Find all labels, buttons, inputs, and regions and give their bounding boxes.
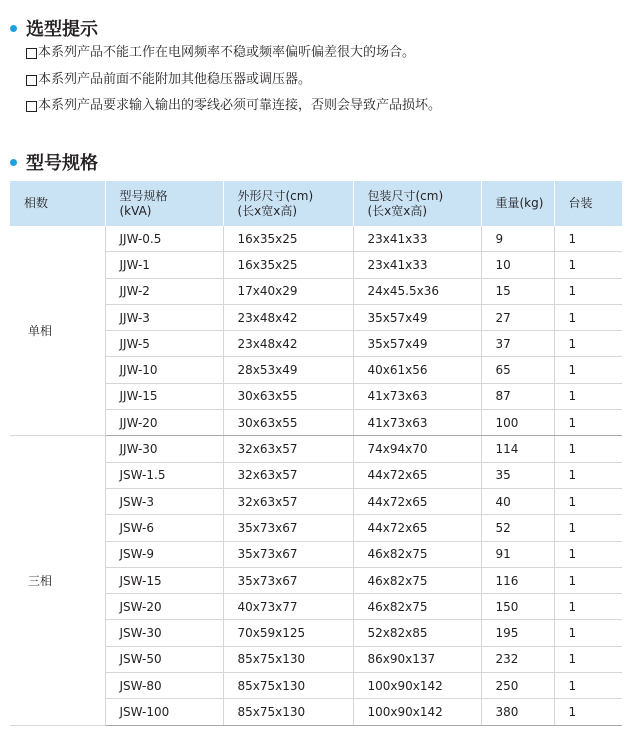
weight-cell: 35: [481, 462, 554, 488]
qty-cell: 1: [554, 515, 622, 541]
qty-cell: 1: [554, 673, 622, 699]
model-cell: JSW-30: [105, 620, 223, 646]
weight-cell: 195: [481, 620, 554, 646]
model-cell: JJW-2: [105, 278, 223, 304]
qty-cell: 1: [554, 567, 622, 593]
qty-cell: 1: [554, 278, 622, 304]
bullet-dot-icon: [10, 25, 17, 32]
weight-cell: 87: [481, 383, 554, 409]
model-cell: JJW-5: [105, 331, 223, 357]
qty-cell: 1: [554, 357, 622, 383]
pack-cell: 41x73x63: [353, 410, 481, 436]
size-cell: 32x63x57: [223, 488, 353, 514]
size-cell: 70x59x125: [223, 620, 353, 646]
model-cell: JSW-3: [105, 488, 223, 514]
header-pack: 包装尺寸(cm) (长x宽x高): [353, 181, 481, 226]
table-row: [10, 436, 622, 462]
size-cell: 17x40x29: [223, 278, 353, 304]
phase-cell: 单相: [10, 226, 105, 436]
weight-cell: 150: [481, 594, 554, 620]
qty-cell: 1: [554, 304, 622, 330]
size-cell: 16x35x25: [223, 252, 353, 278]
weight-cell: 9: [481, 226, 554, 252]
header-phase: 相数: [10, 181, 105, 226]
header-weight: 重量(kg): [481, 181, 554, 226]
header-qty: 台装: [554, 181, 622, 226]
size-cell: 16x35x25: [223, 226, 353, 252]
weight-cell: 10: [481, 252, 554, 278]
tip-item: [26, 98, 441, 114]
pack-cell: 44x72x65: [353, 462, 481, 488]
weight-cell: 37: [481, 331, 554, 357]
size-cell: 85x75x130: [223, 673, 353, 699]
tip-text: 本系列产品前面不能附加其他稳压器或调压器。: [38, 72, 312, 87]
model-cell: JSW-6: [105, 515, 223, 541]
pack-cell: 86x90x137: [353, 646, 481, 672]
model-cell: JJW-15: [105, 383, 223, 409]
weight-cell: 250: [481, 673, 554, 699]
specs-section-title: [10, 149, 98, 175]
model-cell: JSW-100: [105, 699, 223, 725]
pack-cell: 44x72x65: [353, 515, 481, 541]
qty-cell: 1: [554, 383, 622, 409]
header-size: 外形尺寸(cm) (长x宽x高): [223, 181, 353, 226]
pack-cell: 74x94x70: [353, 436, 481, 462]
size-cell: 30x63x55: [223, 410, 353, 436]
qty-cell: 1: [554, 252, 622, 278]
qty-cell: 1: [554, 436, 622, 462]
model-cell: JJW-3: [105, 304, 223, 330]
size-cell: 85x75x130: [223, 699, 353, 725]
qty-cell: 1: [554, 699, 622, 725]
model-cell: JJW-20: [105, 410, 223, 436]
specs-title-text: 型号规格: [26, 153, 98, 174]
pack-cell: 44x72x65: [353, 488, 481, 514]
table-body: [10, 226, 622, 725]
weight-cell: 116: [481, 567, 554, 593]
tip-item: [26, 72, 311, 88]
weight-cell: 40: [481, 488, 554, 514]
tip-item: [26, 45, 415, 61]
weight-cell: 65: [481, 357, 554, 383]
tips-section-title: [10, 15, 98, 41]
weight-cell: 100: [481, 410, 554, 436]
pack-cell: 46x82x75: [353, 567, 481, 593]
phase-cell: 三相: [10, 436, 105, 725]
pack-cell: 24x45.5x36: [353, 278, 481, 304]
checkbox-icon: [26, 101, 37, 112]
spec-table: [10, 181, 622, 726]
bullet-dot-icon: [10, 159, 17, 166]
tip-text: 本系列产品要求输入输出的零线必须可靠连接，否则会导致产品损坏。: [38, 98, 442, 113]
weight-cell: 52: [481, 515, 554, 541]
pack-cell: 35x57x49: [353, 304, 481, 330]
model-cell: JSW-50: [105, 646, 223, 672]
pack-cell: 100x90x142: [353, 673, 481, 699]
pack-cell: 46x82x75: [353, 541, 481, 567]
model-cell: JSW-80: [105, 673, 223, 699]
table-row: [10, 226, 622, 252]
weight-cell: 114: [481, 436, 554, 462]
pack-cell: 100x90x142: [353, 699, 481, 725]
model-cell: JSW-20: [105, 594, 223, 620]
qty-cell: 1: [554, 620, 622, 646]
model-cell: JSW-1.5: [105, 462, 223, 488]
pack-cell: 41x73x63: [353, 383, 481, 409]
pack-cell: 40x61x56: [353, 357, 481, 383]
model-cell: JJW-1: [105, 252, 223, 278]
qty-cell: 1: [554, 594, 622, 620]
model-cell: JSW-9: [105, 541, 223, 567]
size-cell: 32x63x57: [223, 462, 353, 488]
model-cell: JJW-0.5: [105, 226, 223, 252]
checkbox-icon: [26, 48, 37, 59]
pack-cell: 52x82x85: [353, 620, 481, 646]
pack-cell: 35x57x49: [353, 331, 481, 357]
size-cell: 28x53x49: [223, 357, 353, 383]
qty-cell: 1: [554, 410, 622, 436]
qty-cell: 1: [554, 541, 622, 567]
table-header-row: [10, 181, 622, 226]
pack-cell: 23x41x33: [353, 226, 481, 252]
qty-cell: 1: [554, 331, 622, 357]
size-cell: 35x73x67: [223, 567, 353, 593]
qty-cell: 1: [554, 226, 622, 252]
pack-cell: 46x82x75: [353, 594, 481, 620]
size-cell: 23x48x42: [223, 331, 353, 357]
qty-cell: 1: [554, 646, 622, 672]
size-cell: 85x75x130: [223, 646, 353, 672]
model-cell: JJW-30: [105, 436, 223, 462]
model-cell: JJW-10: [105, 357, 223, 383]
size-cell: 35x73x67: [223, 515, 353, 541]
header-model: 型号规格 (kVA): [105, 181, 223, 226]
size-cell: 35x73x67: [223, 541, 353, 567]
tip-text: 本系列产品不能工作在电网频率不稳或频率偏听偏差很大的场合。: [38, 45, 416, 60]
size-cell: 32x63x57: [223, 436, 353, 462]
qty-cell: 1: [554, 488, 622, 514]
model-cell: JSW-15: [105, 567, 223, 593]
tips-title-text: 选型提示: [26, 19, 98, 40]
weight-cell: 380: [481, 699, 554, 725]
weight-cell: 91: [481, 541, 554, 567]
size-cell: 40x73x77: [223, 594, 353, 620]
qty-cell: 1: [554, 462, 622, 488]
weight-cell: 232: [481, 646, 554, 672]
size-cell: 30x63x55: [223, 383, 353, 409]
checkbox-icon: [26, 75, 37, 86]
weight-cell: 27: [481, 304, 554, 330]
pack-cell: 23x41x33: [353, 252, 481, 278]
size-cell: 23x48x42: [223, 304, 353, 330]
weight-cell: 15: [481, 278, 554, 304]
